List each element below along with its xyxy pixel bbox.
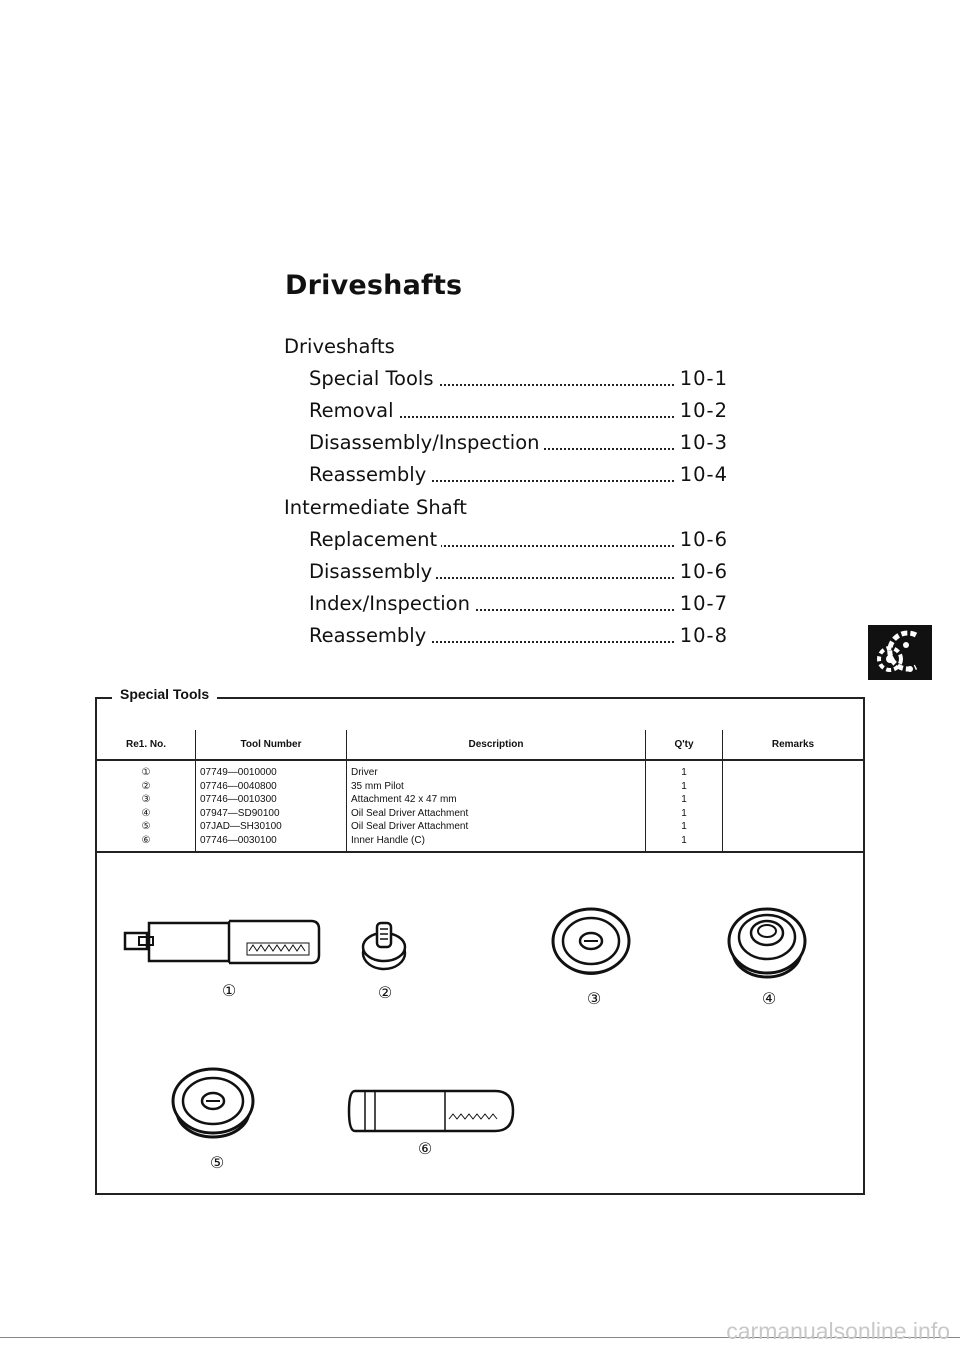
toc-entry-label: Removal: [309, 399, 398, 422]
oil-seal-attachment-illustration: [725, 903, 809, 983]
ref-number: ①: [141, 767, 151, 778]
toc-entry-label: Disassembly: [309, 560, 436, 583]
special-tools-table: [97, 730, 863, 853]
toc-section-title: Intermediate Shaft: [284, 496, 467, 519]
toc-entry[interactable]: [284, 363, 744, 395]
toc-entry-label: Disassembly/Inspection: [309, 431, 543, 454]
ref-number: ⑥: [141, 834, 151, 846]
column-header-ref: Re1. No.: [97, 730, 196, 760]
tool-number-cell: [196, 760, 347, 852]
toc-entry[interactable]: [284, 556, 744, 588]
toc-entry-page: 10-7: [676, 588, 728, 620]
toc-entry-label: Reassembly: [309, 463, 430, 486]
column-header-description: Description: [347, 730, 646, 760]
toc-entry-label: Reassembly: [309, 624, 430, 647]
column-header-remarks: Remarks: [723, 730, 864, 760]
section-tab-gear-icon: [868, 625, 932, 680]
tool-number: 07746—0030100: [200, 834, 277, 846]
tool-qty: 1: [681, 821, 687, 832]
tool-qty: 1: [681, 834, 687, 846]
toc-entry-page: 10-6: [676, 524, 728, 556]
tool-number: 07947—SD90100: [200, 807, 280, 819]
ref-cell: [97, 760, 196, 852]
pilot-illustration: [359, 917, 409, 975]
attachment-illustration: [549, 903, 633, 983]
toc-entry[interactable]: [284, 524, 744, 556]
toc-section-title: Driveshafts: [284, 335, 395, 358]
watermark: carmanualsonline.info: [726, 1318, 950, 1344]
oil-seal-attachment-2-illustration: [169, 1063, 257, 1145]
ref-number: ②: [141, 780, 151, 792]
toc-entry-page: 10-8: [676, 620, 728, 652]
toc-entry-label: Index/Inspection: [309, 592, 474, 615]
tool-description: Driver: [351, 767, 378, 778]
toc-entry-page: 10-6: [676, 556, 728, 588]
page-title: Driveshafts: [285, 270, 463, 301]
table-row: [97, 760, 863, 852]
remarks-cell: [723, 760, 864, 852]
driver-illustration: [119, 913, 329, 973]
inner-handle-illustration: [345, 1085, 521, 1137]
tool-illustrations: [97, 865, 863, 1193]
figure-label: ⑥: [417, 1139, 433, 1158]
tool-qty: 1: [681, 767, 687, 778]
tool-number: 07749—0010000: [200, 767, 277, 778]
tool-description: Inner Handle (C): [351, 834, 425, 846]
toc-entry[interactable]: [284, 427, 744, 459]
column-header-tool-number: Tool Number: [196, 730, 347, 760]
tool-description: Oil Seal Driver Attachment: [351, 821, 469, 832]
figure-label: ④: [761, 989, 777, 1008]
figure-label: ②: [377, 983, 393, 1002]
tool-number: 07746—0010300: [200, 794, 277, 805]
ref-number: ④: [141, 807, 151, 819]
column-header-qty: Q'ty: [646, 730, 723, 760]
tool-number: 07746—0040800: [200, 780, 277, 792]
tool-description: 35 mm Pilot: [351, 780, 404, 792]
qty-cell: [646, 760, 723, 852]
figure-label: ⑤: [209, 1153, 225, 1172]
ref-number: ⑤: [141, 821, 151, 832]
table-of-contents: [284, 330, 744, 652]
toc-entry[interactable]: [284, 588, 744, 620]
toc-entry-page: 10-2: [676, 395, 728, 427]
toc-entry-page: 10-3: [676, 427, 728, 459]
tool-number: 07JAD—SH30100: [200, 821, 282, 832]
tool-qty: 1: [681, 780, 687, 792]
toc-entry-page: 10-4: [676, 459, 728, 491]
figure-label: ③: [586, 989, 602, 1008]
toc-entry-label: Replacement: [309, 528, 441, 551]
table-header-row: [97, 730, 863, 760]
toc-entry[interactable]: [284, 395, 744, 427]
figure-label: ①: [221, 981, 237, 1000]
tool-description: Oil Seal Driver Attachment: [351, 807, 469, 819]
tool-qty: 1: [681, 807, 687, 819]
toc-entry[interactable]: [284, 620, 744, 652]
toc-entry-label: Special Tools: [309, 367, 438, 390]
tool-description: Attachment 42 x 47 mm: [351, 794, 457, 805]
special-tools-heading: Special Tools: [112, 686, 217, 702]
tool-qty: 1: [681, 794, 687, 805]
ref-number: ③: [141, 794, 151, 805]
description-cell: [347, 760, 646, 852]
toc-entry[interactable]: [284, 459, 744, 491]
toc-entry-page: 10-1: [676, 363, 728, 395]
